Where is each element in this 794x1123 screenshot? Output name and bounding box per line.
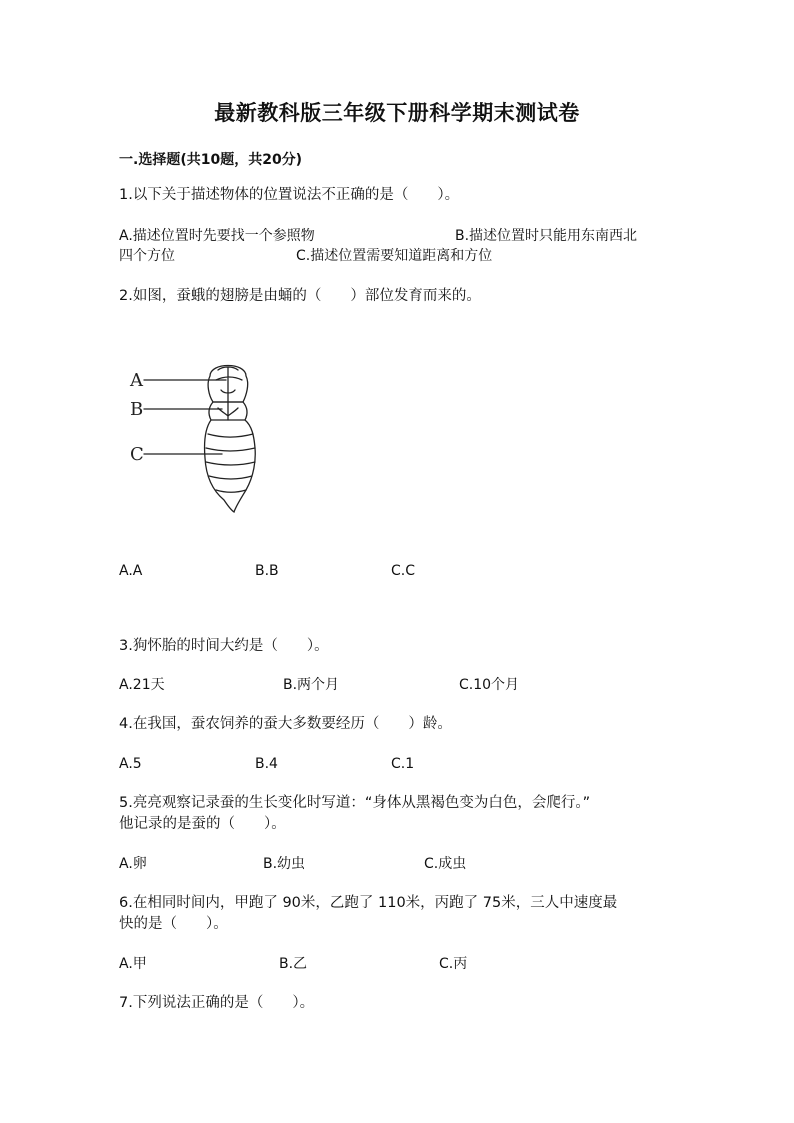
question-2: 2.如图，蚕蛾的翅膀是由蛹的（ ）部位发育而来的。	[119, 288, 481, 304]
question-5-option-a: A.卵	[119, 856, 147, 872]
page-title: 最新教科版三年级下册科学期末测试卷	[214, 100, 580, 125]
question-3-option-a: A.21天	[119, 677, 165, 693]
question-6-option-a: A.甲	[119, 956, 147, 972]
pupa-head-detail	[216, 367, 242, 402]
question-5-line-1: 5.亮亮观察记录蚕的生长变化时写道：“身体从黑褐色变为白色，会爬行。”	[119, 795, 591, 811]
question-7: 7.下列说法正确的是（ ）。	[119, 995, 315, 1011]
question-4-option-a: A.5	[119, 756, 142, 772]
question-2-option-a: A.A	[119, 563, 143, 579]
question-5-option-c: C.成虫	[424, 856, 467, 872]
pupa-segment-line	[206, 462, 255, 465]
question-3-option-b: B.两个月	[283, 677, 340, 693]
question-5-line-2: 他记录的是蚕的（ ）。	[119, 816, 286, 832]
question-1-option-c: C.描述位置需要知道距离和方位	[296, 248, 493, 264]
question-3-option-c: C.10个月	[459, 677, 520, 693]
question-2-option-c: C.C	[391, 563, 416, 579]
pupa-segment-line	[216, 490, 246, 492]
figure-label-a: A	[130, 370, 143, 391]
silkworm-pupa-figure	[118, 350, 278, 520]
question-6-option-c: C.丙	[439, 956, 468, 972]
question-5-option-b: B.幼虫	[263, 856, 306, 872]
pupa-wing-detail	[218, 402, 238, 420]
question-4-option-c: C.1	[391, 756, 415, 772]
question-4: 4.在我国，蚕农饲养的蚕大多数要经历（ ）龄。	[119, 716, 452, 732]
question-6-option-b: B.乙	[279, 956, 308, 972]
question-3: 3.狗怀胎的时间大约是（ ）。	[119, 638, 329, 654]
figure-label-c: C	[130, 444, 144, 465]
pupa-segment-line	[206, 448, 255, 451]
question-6-line-2: 快的是（ ）。	[119, 916, 228, 932]
pupa-segment-line	[208, 434, 253, 437]
question-6-line-1: 6.在相同时间内，甲跑了 90米，乙跑了 110米，丙跑了 75米，三人中速度最	[119, 895, 618, 911]
question-4-option-b: B.4	[255, 756, 278, 772]
question-1-option-a: A.描述位置时先要找一个参照物	[119, 228, 315, 244]
question-1-option-b-cont: 四个方位	[119, 248, 175, 264]
pupa-abdomen	[205, 420, 256, 512]
pupa-segment-line	[209, 476, 252, 479]
section-heading: 一.选择题(共10题，共20分)	[119, 152, 303, 168]
question-2-option-b: B.B	[255, 563, 279, 579]
question-1: 1.以下关于描述物体的位置说法不正确的是（ ）。	[119, 187, 460, 203]
question-1-option-b: B.描述位置时只能用东南西北	[455, 228, 638, 244]
figure-label-b: B	[130, 399, 144, 420]
